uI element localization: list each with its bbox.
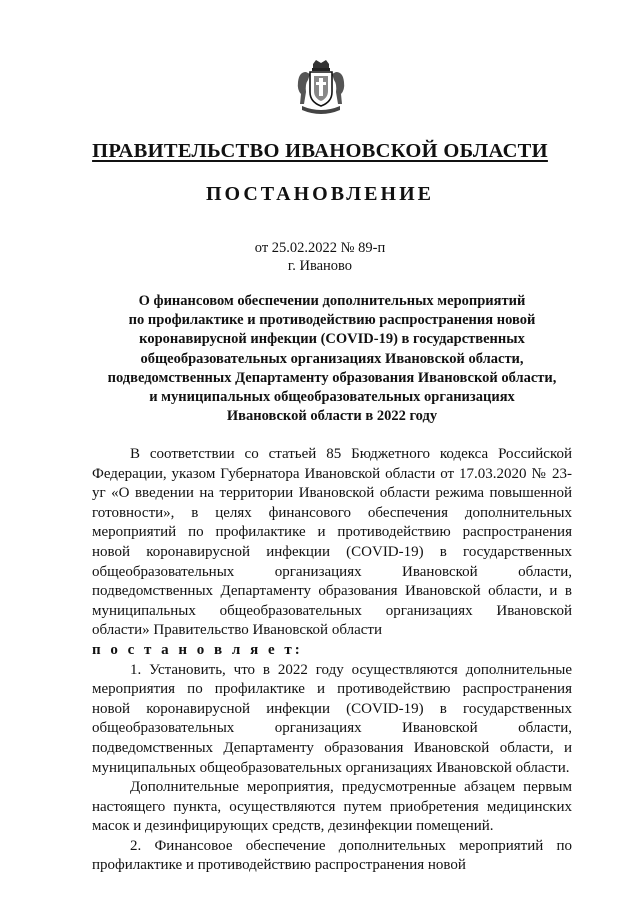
document-date-number: от 25.02.2022 № 89-п: [254, 240, 386, 256]
title-line: общеобразовательных организациях Ивановской области,: [140, 350, 524, 367]
preamble-paragraph: В соответствии со статьей 85 Бюджетного кодекса Российской Федерации, указом Губернатора Ивановской области от 17.03.2020 № 23-уг «О введении на территории Ивановской области режима повышенной готовности», в целях финансового обеспечения дополнительных мероприятий по профилактике и противодействию распространения новой коронавирусной инфекции (COVID-19) в государственных общеобразовательных организациях Ивановской области, подведомственных Департаменту образования Ивановской области, и в муниципальных общеобразовательных организациях Ивановской области» Правительство Ивановской области: [92, 446, 572, 639]
title-line: и муниципальных общеобразовательных организациях: [149, 389, 515, 406]
document-type: ПОСТАНОВЛЕНИЕ: [206, 183, 434, 205]
title-line: Ивановской области в 2022 году: [226, 408, 438, 425]
title-line: подведомственных Департаменту образования Ивановской области,: [107, 369, 557, 386]
clause-1-extra-paragraph: Дополнительные мероприятия, предусмотренные абзацем первым настоящего пункта, осуществляются путем приобретения медицинских масок и дезинфицирующих средств, дезинфекции помещений.: [92, 779, 572, 835]
document-city: г. Иваново: [287, 258, 353, 274]
clause-1-paragraph: 1. Установить, что в 2022 году осуществляются дополнительные мероприятия по профилактике и противодействию распространения новой коронавирусной инфекции (COVID-19) в государственных общеобразовательных организациях Ивановской области, подведомственных Департаменту образования Ивановской области, и муниципальных общеобразовательных организациях Ивановской области.: [92, 661, 572, 776]
clause-2-paragraph: 2. Финансовое обеспечение дополнительных мероприятий по профилактике и противодействию распространения новой: [92, 837, 572, 874]
decree-word: п о с т а н о в л я е т:: [92, 641, 303, 658]
document-title: [92, 292, 572, 426]
coat-of-arms-icon: [296, 60, 346, 118]
document-body: [92, 445, 572, 876]
title-line: О финансовом обеспечении дополнительных мероприятий: [138, 293, 526, 309]
organization-title: ПРАВИТЕЛЬСТВО ИВАНОВСКОЙ ОБЛАСТИ: [92, 140, 548, 162]
title-line: коронавирусной инфекции (COVID-19) в государственных: [139, 331, 525, 348]
title-line: по профилактике и противодействию распространения новой: [128, 312, 536, 329]
